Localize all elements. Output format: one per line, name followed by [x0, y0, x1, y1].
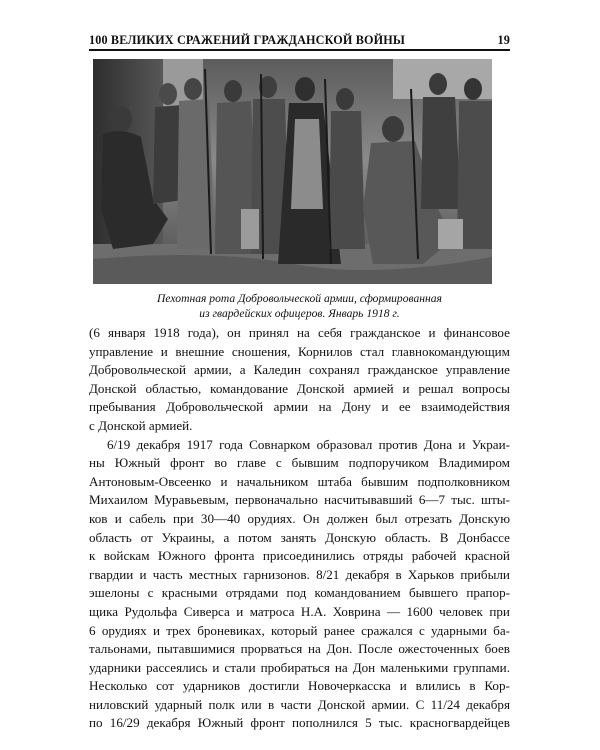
word: командованием	[314, 585, 401, 601]
word: штаба	[317, 473, 352, 489]
word: гражданское	[367, 362, 438, 378]
page-number: 19	[497, 33, 510, 47]
word: с	[418, 622, 425, 638]
word: декабря	[466, 696, 510, 712]
word: красногвардейцев	[409, 715, 510, 731]
word: армии	[273, 399, 309, 415]
text-line	[89, 566, 510, 585]
word: решал	[418, 380, 454, 396]
word: областью,	[145, 380, 202, 396]
word: главе	[237, 455, 266, 471]
word: насчитывавший	[324, 492, 413, 508]
word: пытавшимися	[156, 641, 235, 657]
word: образовал	[316, 436, 373, 452]
word: (6	[89, 325, 100, 340]
word: местных	[188, 566, 238, 582]
word: присоединились	[262, 548, 355, 564]
word: декабря	[146, 715, 191, 731]
word: Южный	[114, 455, 161, 471]
word: Муравьевым,	[154, 492, 229, 508]
word: войскам	[103, 548, 150, 564]
text-line	[89, 584, 510, 603]
text-line	[89, 547, 510, 566]
word: на	[297, 325, 310, 340]
word: начальником	[236, 473, 309, 489]
word: сот	[156, 678, 174, 694]
word: красной	[464, 548, 510, 564]
word: принял	[248, 325, 289, 340]
word: отряды	[363, 548, 404, 564]
word: Харьков	[407, 566, 455, 582]
word: сабель	[129, 510, 166, 526]
photo-caption	[89, 292, 510, 321]
word: Владимиром	[438, 455, 510, 471]
word: первоначально	[235, 492, 318, 508]
word: января	[108, 325, 146, 340]
text-line	[89, 324, 510, 343]
word: ударный	[154, 696, 203, 712]
word: группами.	[453, 659, 510, 675]
book-title: 100 ВЕЛИКИХ СРАЖЕНИЙ ГРАЖДАНСКОЙ ВОЙНЫ	[89, 33, 406, 47]
word: Несколько	[89, 678, 148, 694]
word: Украи-	[471, 436, 510, 452]
word: Каледин	[253, 362, 301, 378]
word: пробираться	[260, 659, 330, 675]
word: полк	[208, 696, 235, 712]
word: сохранял	[309, 362, 360, 378]
word: тальонами,	[89, 641, 152, 657]
word: и	[160, 343, 168, 359]
text-line	[89, 398, 510, 417]
text-line	[89, 659, 510, 678]
word: и	[139, 566, 147, 582]
word: пребывания	[89, 399, 156, 415]
word: фронта	[214, 548, 255, 564]
historical-photograph	[93, 59, 492, 284]
word: во	[214, 455, 228, 471]
word: 6—7	[418, 492, 446, 508]
word: и	[381, 399, 389, 415]
word: с	[147, 585, 154, 601]
word: Рудольфа	[124, 603, 178, 619]
word: Донбассе	[457, 529, 510, 545]
word: гарнизонов.	[243, 566, 310, 582]
word: 1917	[186, 436, 213, 452]
word: достигли	[248, 678, 300, 694]
word: потом	[238, 529, 272, 545]
text-line	[89, 361, 510, 380]
word: —	[386, 603, 401, 619]
word: декабря	[136, 436, 181, 452]
running-header	[89, 30, 510, 48]
word: части	[280, 696, 312, 712]
word: боев	[484, 641, 510, 657]
word: взаимодействия	[421, 399, 510, 415]
word: рабочей	[411, 548, 457, 564]
word: в	[395, 566, 402, 582]
word: 30—40	[200, 510, 241, 526]
word: Корнилов	[298, 343, 353, 359]
word: пополнился	[292, 715, 358, 731]
word: Сиверса	[183, 603, 230, 619]
word: Дона	[423, 436, 453, 452]
word: влились	[415, 678, 461, 694]
word: броневиках,	[197, 622, 265, 638]
word: на	[308, 641, 321, 657]
word: подполковником	[417, 473, 510, 489]
header-rule	[89, 49, 510, 51]
word: и	[114, 510, 122, 526]
text-line	[89, 343, 510, 362]
word: в	[469, 678, 476, 694]
text-line	[89, 714, 510, 733]
word: ударники	[89, 659, 142, 675]
text-line	[89, 603, 510, 622]
word: ниловский	[89, 696, 149, 712]
word: себя	[317, 325, 343, 340]
word: прапор-	[466, 585, 510, 601]
text-line: с Донской армией.	[89, 417, 193, 433]
word: 5	[365, 715, 372, 731]
word: ударников	[182, 678, 241, 694]
word: Дон.	[326, 641, 353, 657]
word: в	[267, 696, 275, 712]
word: Михаилом	[89, 492, 148, 508]
word: ранее	[323, 622, 355, 638]
text-line	[89, 640, 510, 659]
word: по	[89, 715, 103, 731]
word: ожесточенных	[398, 641, 479, 657]
word: ба-	[493, 622, 510, 638]
word: бывшим	[291, 455, 339, 471]
word: область.	[384, 529, 431, 545]
word: сношения,	[231, 343, 291, 359]
text-line	[89, 677, 510, 696]
word: 6	[89, 622, 96, 638]
word: 8/21	[316, 566, 340, 582]
word: область	[89, 529, 132, 545]
word: Новочеркасска	[308, 678, 391, 694]
word: После	[358, 641, 393, 657]
word: 6/19	[107, 436, 131, 452]
word: часть	[152, 566, 183, 582]
word: Донской	[296, 380, 345, 396]
word: и	[458, 436, 466, 452]
word: С	[415, 696, 425, 712]
word: при	[489, 603, 510, 619]
word: на	[318, 399, 332, 415]
word: главнокомандующим	[391, 343, 510, 359]
word: красными	[161, 585, 218, 601]
word: года	[219, 436, 243, 452]
word: с	[275, 455, 282, 471]
word: орудиях	[101, 622, 147, 638]
text-line	[89, 436, 510, 455]
word: фронт	[170, 455, 205, 471]
word: к	[89, 548, 96, 564]
word: Добровольческой	[89, 362, 186, 378]
word: Донскую	[325, 529, 376, 545]
word: шты-	[481, 492, 510, 508]
caption-line: Пехотная рота Добровольческой армии, сформированная	[157, 292, 442, 305]
word: прибыли	[460, 566, 510, 582]
word: отрядами	[225, 585, 279, 601]
word: ны	[89, 455, 105, 471]
word: орудиях.	[247, 510, 296, 526]
word: ударными	[431, 622, 487, 638]
word: ее	[398, 399, 411, 415]
word: щика	[89, 603, 119, 619]
word: 11/24	[430, 696, 460, 712]
text-line	[89, 454, 510, 473]
word: отрезать	[404, 510, 452, 526]
word: финансовое	[443, 325, 510, 340]
word: был	[375, 510, 398, 526]
word: армии.	[371, 696, 410, 712]
word: эшелоны	[89, 585, 140, 601]
word: управление	[89, 343, 154, 359]
word: подпоручиком	[348, 455, 429, 471]
word: бывшим	[361, 473, 409, 489]
word: от	[140, 529, 153, 545]
word: против	[378, 436, 418, 452]
word: и	[236, 603, 244, 619]
word: декабря	[345, 566, 390, 582]
word: внешние	[175, 343, 225, 359]
word: Донской	[317, 696, 366, 712]
word: 1918	[153, 325, 180, 340]
word: гвардии	[89, 566, 134, 582]
word: сражался	[361, 622, 413, 638]
word: стали	[224, 659, 256, 675]
word: должен	[326, 510, 369, 526]
word: а	[239, 362, 246, 378]
word: маленькими	[380, 659, 449, 675]
word: и	[220, 473, 228, 489]
word: управление	[445, 362, 510, 378]
text-line	[89, 491, 510, 510]
text-line	[89, 510, 510, 529]
word: Ховрина	[332, 603, 381, 619]
word: командование	[210, 380, 289, 396]
word: фронт	[250, 715, 285, 731]
word: Донской	[89, 380, 137, 396]
word: тыс.	[451, 492, 475, 508]
word: В	[439, 529, 449, 545]
word: или	[241, 696, 262, 712]
word: прорваться	[240, 641, 303, 657]
word: занять	[280, 529, 317, 545]
word: Антоновым-Овсеенко	[89, 473, 212, 489]
word: Дон	[352, 659, 376, 675]
word: который	[271, 622, 318, 638]
word: Донскую	[459, 510, 510, 526]
word: и	[402, 380, 410, 396]
body-text	[89, 324, 510, 733]
word: на	[334, 659, 348, 675]
word: Н.А.	[300, 603, 327, 619]
word: рассеялись	[146, 659, 208, 675]
word: а	[223, 529, 230, 545]
word: армии,	[194, 362, 232, 378]
text-line	[89, 380, 510, 399]
word: и	[153, 622, 161, 638]
word: при	[173, 510, 194, 526]
word: Южного	[157, 548, 206, 564]
word: матроса	[249, 603, 295, 619]
word: 16/29	[109, 715, 140, 731]
word: вопросы	[462, 380, 510, 396]
word: Дону	[341, 399, 371, 415]
text-line	[89, 622, 510, 641]
word: гражданское	[350, 325, 421, 340]
word: трех	[166, 622, 191, 638]
text-line	[89, 696, 510, 715]
word: человек	[439, 603, 483, 619]
word: 1600	[406, 603, 433, 619]
word: года),	[187, 325, 220, 340]
word: под	[286, 585, 307, 601]
word: ков	[89, 510, 108, 526]
text-line	[89, 529, 510, 548]
text-line	[89, 473, 510, 492]
word: он	[227, 325, 241, 340]
word: Кор-	[484, 678, 510, 694]
word: и	[399, 678, 407, 694]
word: тыс.	[378, 715, 403, 731]
word: Совнарком	[249, 436, 311, 452]
word: и	[428, 325, 436, 340]
word: Добровольческой	[166, 399, 264, 415]
word: Южный	[197, 715, 244, 731]
word: бывшего	[408, 585, 459, 601]
word: и	[212, 659, 220, 675]
word: Он	[303, 510, 320, 526]
caption-line: из гвардейских офицеров. Январь 1918 г.	[199, 306, 400, 320]
word: Украины,	[161, 529, 215, 545]
word: стал	[360, 343, 385, 359]
word: армией	[353, 380, 394, 396]
